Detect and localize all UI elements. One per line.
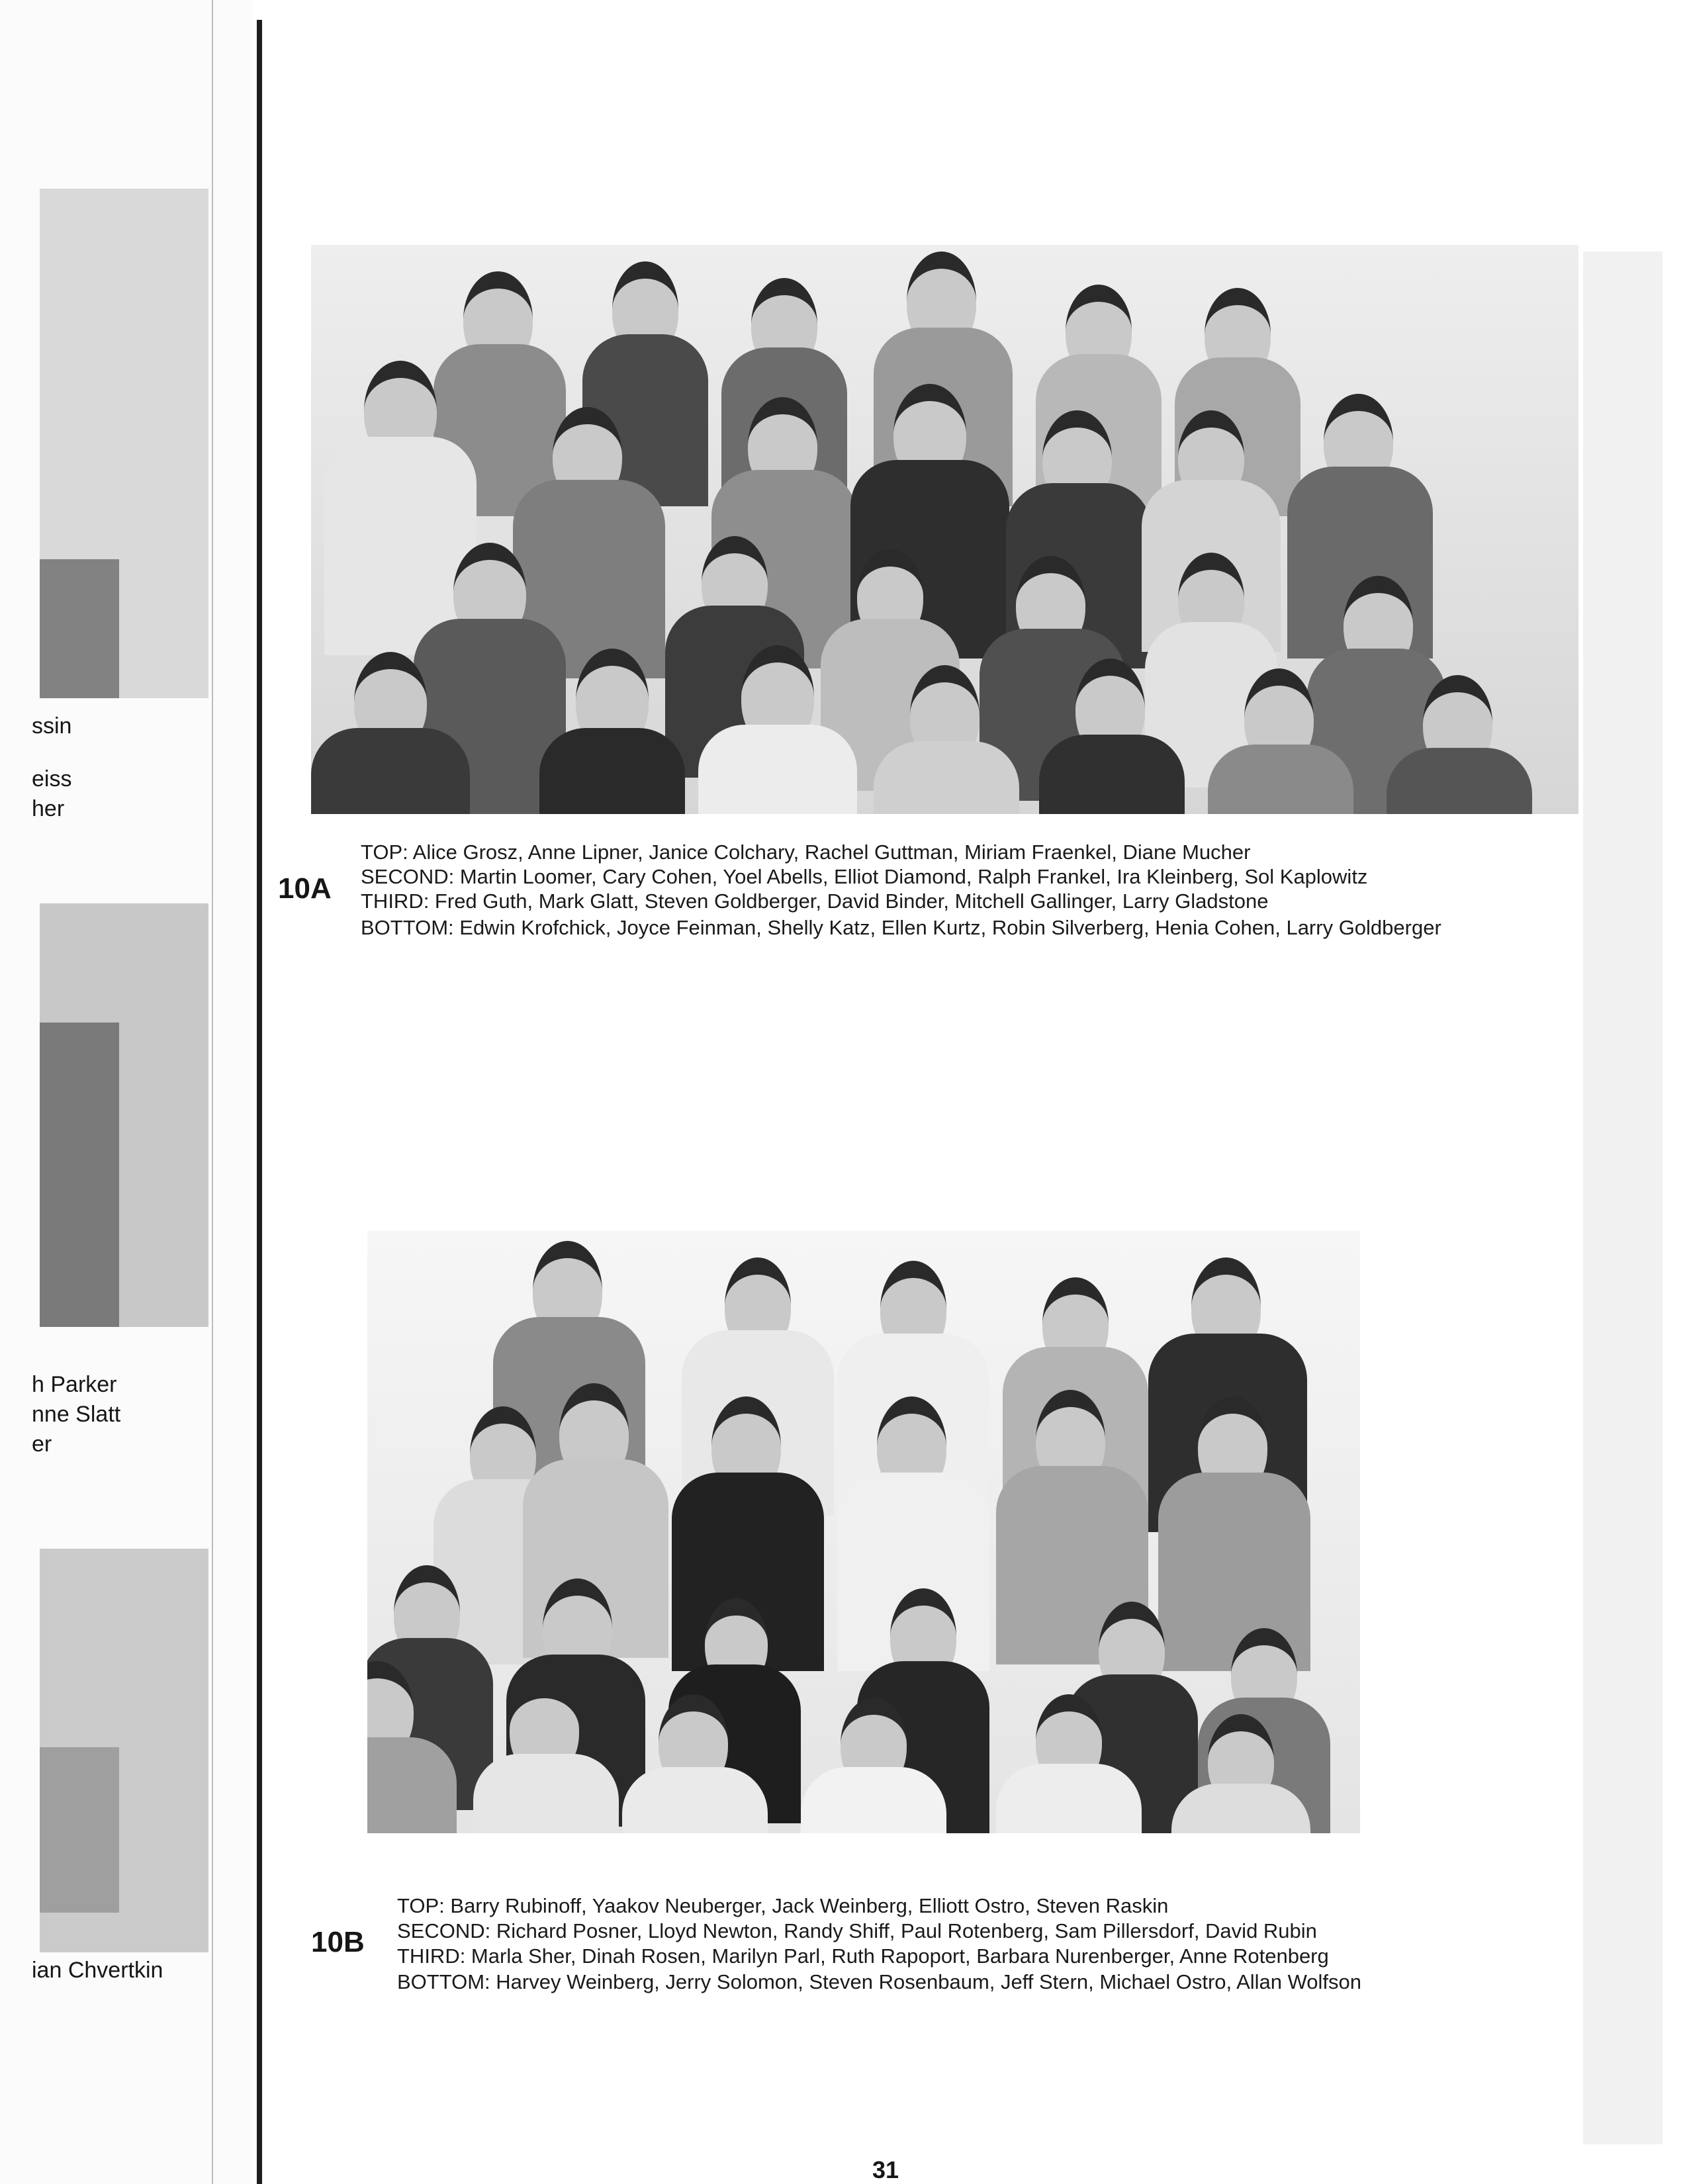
page-number: 31 — [872, 2156, 899, 2183]
class-10b-photo — [367, 1231, 1360, 1833]
left-text-fragment: her — [32, 796, 65, 821]
left-photo-fragment — [40, 189, 208, 698]
class-10a-label: 10A — [278, 872, 332, 905]
left-text-fragment: ssin — [32, 713, 72, 739]
class-10a-row-third: THIRD: Fred Guth, Mark Glatt, Steven Goldberger, David Binder, Mitchell Gallinger, Larry Gladstone — [361, 889, 1269, 913]
left-photo-fragment — [40, 903, 208, 1327]
class-10b-row-second: SECOND: Richard Posner, Lloyd Newton, Randy Shiff, Paul Rotenberg, Sam Pillersdorf, David Rubin — [397, 1919, 1317, 1942]
previous-page-edge — [0, 0, 251, 2184]
class-10b-label: 10B — [311, 1926, 365, 1958]
class-10a-photo — [311, 245, 1578, 814]
left-text-fragment: ian Chvertkin — [32, 1958, 163, 1983]
class-10b-row-top: TOP: Barry Rubinoff, Yaakov Neuberger, Jack Weinberg, Elliott Ostro, Steven Raskin — [397, 1894, 1169, 1917]
left-text-fragment: eiss — [32, 766, 72, 792]
binding-spine — [257, 20, 262, 2184]
class-10a-row-top: TOP: Alice Grosz, Anne Lipner, Janice Colchary, Rachel Guttman, Miriam Fraenkel, Diane Mucher — [361, 841, 1251, 864]
class-10a-row-bottom: BOTTOM: Edwin Krofchick, Joyce Feinman, Shelly Katz, Ellen Kurtz, Robin Silverberg, Henia Cohen, Larry Goldberger — [361, 916, 1441, 939]
class-10b-row-third: THIRD: Marla Sher, Dinah Rosen, Marilyn Parl, Ruth Rapoport, Barbara Nurenberger, Anne Rotenberg — [397, 1944, 1329, 1968]
page-shadow — [1583, 251, 1663, 2144]
class-10a-row-second: SECOND: Martin Loomer, Cary Cohen, Yoel Abells, Elliot Diamond, Ralph Frankel, Ira Kleinberg, Sol Kaplowitz — [361, 865, 1368, 888]
left-text-fragment: er — [32, 1432, 52, 1457]
left-text-fragment: nne Slatt — [32, 1402, 121, 1427]
left-text-fragment: h Parker — [32, 1372, 117, 1397]
left-photo-fragment — [40, 1549, 208, 1952]
page-fold — [212, 0, 213, 2184]
class-10b-row-bottom: BOTTOM: Harvey Weinberg, Jerry Solomon, Steven Rosenbaum, Jeff Stern, Michael Ostro, Allan Wolfson — [397, 1970, 1362, 1993]
